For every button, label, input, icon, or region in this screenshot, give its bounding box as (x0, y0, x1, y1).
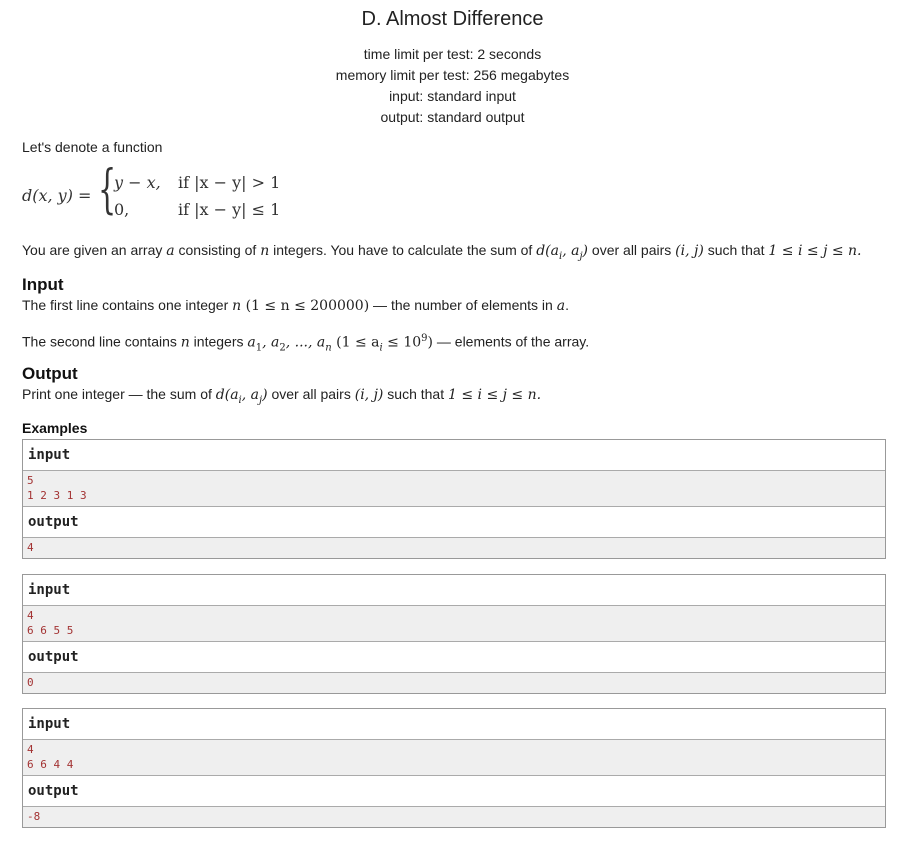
example-1 (22, 439, 886, 559)
example-output-data[interactable]: 4 (23, 538, 885, 558)
time-limit: time limit per test: 2 seconds (363, 46, 542, 62)
example-input-data[interactable]: 5 1 2 3 1 3 (23, 471, 885, 507)
output-file: output: standard output (380, 109, 525, 125)
formula-case2-value: 0, (114, 200, 130, 219)
statement-intro: Let's denote a function (22, 139, 163, 155)
output-line: Print one integer — the sum of $d(a_i$, $a_j$) over all pairs (i, j) such that 1 ≤ i ≤ j ≤ n. (22, 386, 542, 406)
formula-case2-cond: if |x − y| ≤ 1 (178, 200, 281, 219)
input-file: input: standard input (389, 88, 516, 104)
example-2 (22, 574, 886, 694)
output-section-title: Output (22, 364, 78, 383)
problem-header (0, 6, 905, 128)
formula-case1-cond: if |x − y| > 1 (178, 173, 281, 192)
input-section-title: Input (22, 275, 64, 294)
problem-title: D. Almost Difference (361, 8, 544, 30)
example-output-data[interactable]: 0 (23, 673, 885, 693)
input-line-2: The second line contains n integers $a_1$, $a_2$, ..., $a_n$ $(1 \le a_i \le 10^9)$ — elements of the array. (22, 333, 590, 354)
example-input-label: input (23, 440, 885, 471)
example-input-data[interactable]: 4 6 6 4 4 (23, 740, 885, 776)
example-output-label: output (23, 641, 885, 673)
formula-lhs: d(x, y) = (22, 186, 92, 205)
example-output-data[interactable]: -8 (23, 807, 885, 827)
input-line-1: The first line contains one integer n (1 ≤ n ≤ 200000) — the number of elements in a. (22, 297, 569, 314)
examples-title: Examples (22, 420, 88, 436)
example-input-label: input (23, 575, 885, 606)
formula-brace: { (98, 160, 117, 220)
example-output-label: output (23, 506, 885, 538)
example-output-label: output (23, 775, 885, 807)
example-3 (22, 708, 886, 828)
formula-case1-value: y − x, (114, 173, 161, 192)
example-input-data[interactable]: 4 6 6 5 5 (23, 606, 885, 642)
statement-task: You are given an array a consisting of n integers. You have to calculate the sum of $d(a_i$, $a_j$) over all pairs (i, j) such that 1 ≤ i ≤ j ≤ n. (22, 242, 862, 262)
example-input-label: input (23, 709, 885, 740)
memory-limit: memory limit per test: 256 megabytes (335, 67, 570, 83)
